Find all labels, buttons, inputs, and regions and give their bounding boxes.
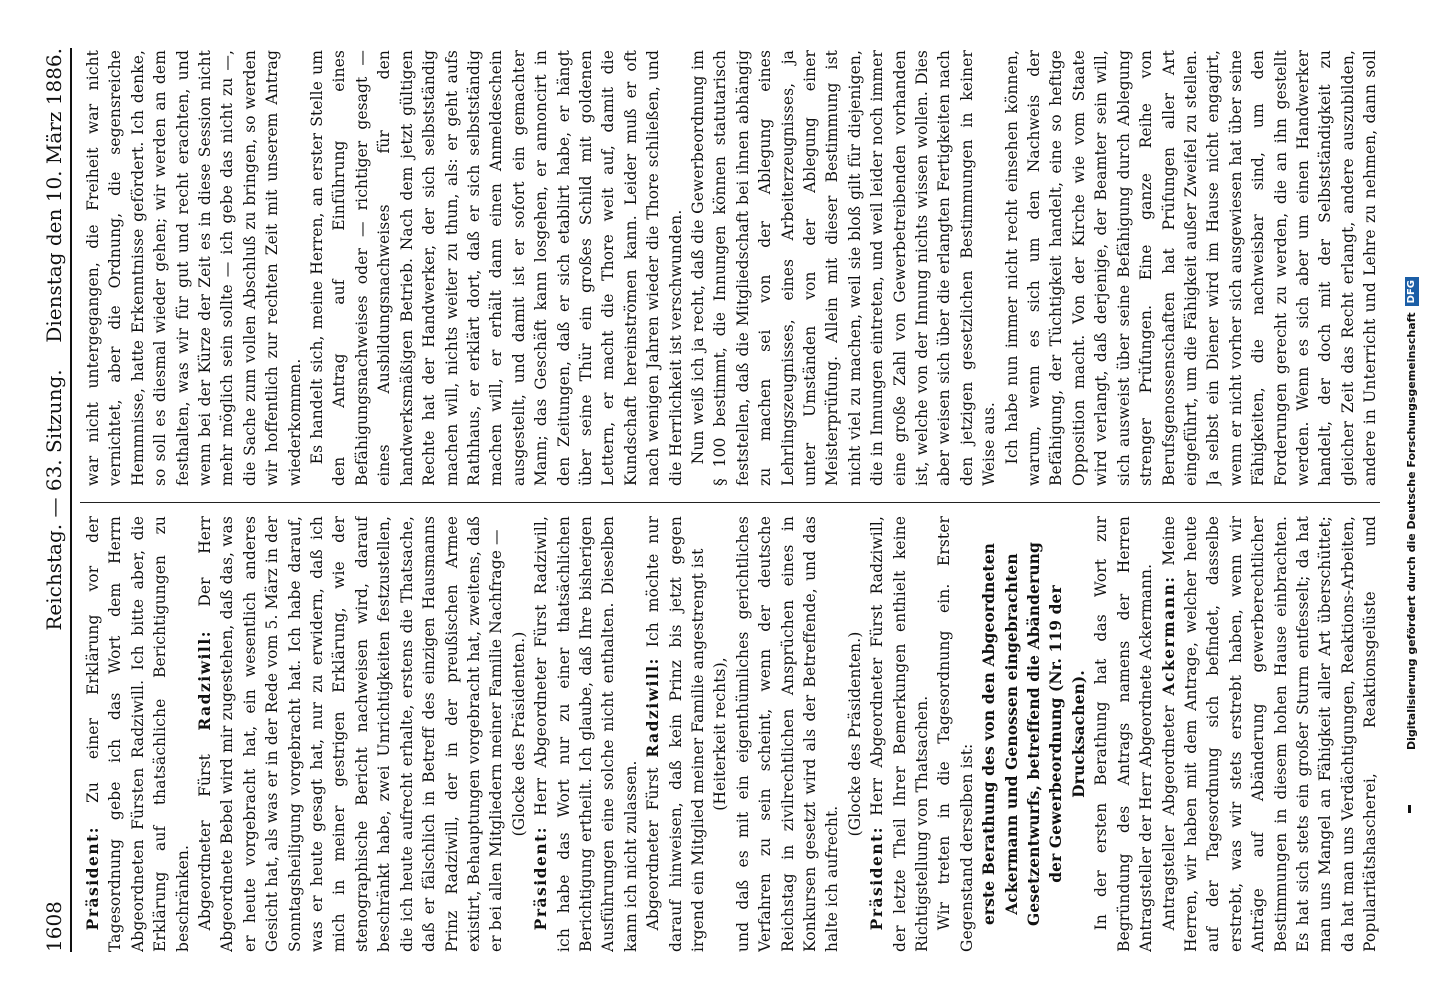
paragraph <box>530 516 642 952</box>
left-column <box>82 516 1382 952</box>
speaker-name: Ackermann: <box>1158 575 1178 696</box>
speech-text: Der Herr Abgeordnete Bebel wird mir zugestehen, daß das, was er heute vorgebracht hat, ein wesentlich anderes Gesicht hat, als was er in der Rede vom 5. März in der Sonntagsheiligung vorgebracht hat. Ich habe darauf, was er heute gesagt hat, nur zu erwidern, daß ich mich in meiner gestrigen Erklärung, wie der stenographische Bericht nachweisen wird, darauf beschränkt habe, zwei Unrichtigkeiten festzustellen, die ich heute aufrecht erhalte, erstens die Thatsache, daß er fälschlich in Betreff des einzigen Hausmanns Prinz Radziwill, der in der preußischen Armee existirt, Behauptungen vorgebracht hat, zweitens, daß er bei allen Mitgliedern meiner Familie Nachfrage — <box>196 516 506 952</box>
paragraph: Wir treten in die Tagesordnung ein. Erster Gegenstand derselben ist: <box>935 516 976 952</box>
speaker-title: Abgeordneter Fürst <box>196 730 215 931</box>
digitization-credit <box>1400 0 1424 1000</box>
paragraph <box>1158 516 1383 952</box>
speaker-name: Präsident: <box>867 825 887 931</box>
speaker-name: Radziwill: <box>195 630 215 731</box>
paragraph: Ich habe nun immer nicht recht einsehen können, warum, wenn es sich um den Nachweis der Befähigung, der Tüchtigkeit handelt, eine so heftige Opposition macht. Von der Kirche wie vom Staate wird verlangt, daß derjenige, der Beamter sein will, sich ausweist über seine Befähigung durch Ablegung strenger Prüfungen. Eine ganze Reihe von Berufsgenossenschaften hat Prüfungen aller Art eingeführt, um die Fähigkeit außer Zweifel zu stellen. Ja selbst ein Diener wird im Hause nicht engagirt, wenn er nicht vorher sich ausgewiesen hat über seine Fähigkeiten, die nachweisbar sind, um den Forderungen gerecht zu werden, die an ihn gestellt werden. Wenn es sich aber um einen Handwerker handelt, der doch mit der Selbstständigkeit zu gleicher Zeit das Recht erlangt, andere auszubilden, andere in Unterricht und Lehre zu nehmen, dann soll <box>1002 50 1380 486</box>
speaker-title: Antragsteller Abgeordneter <box>1159 695 1178 931</box>
column-divider <box>80 502 1380 503</box>
paragraph: und daß es mit ein eigenthümliches gerichtliches Verfahren zu sein scheint, wenn der deutsche Reichstag in zivilrechtlichen Ansprüchen eines in Konkursen gesetzt wird als der Betreffende, und das halte ich aufrecht. <box>733 516 842 952</box>
agenda-item: erste Berathung des von den Abgeordneten Ackermann und Genossen eingebrachten Gesetzentwurfs, betreffend die Abänderung der Gewerbeordnung (Nr. 119 der Drucksachen). <box>979 542 1088 926</box>
right-column <box>82 50 1382 486</box>
newspaper-sheet <box>24 48 1404 952</box>
page-date: Dienstag den 10. März 1886. <box>42 48 66 343</box>
paragraph: Es handelt sich, meine Herren, an erster Stelle um den Antrag auf Einführung eines Befähigungsnachweises oder — richtiger gesagt — eines Ausbildungsnachweises für den handwerksmäßigen Betrieb. Nach dem jetzt gültigen Rechte hat der Handwerker, der sich selbstständig machen will, nichts weiter zu thun, als: er geht aufs Rathhaus, er erklärt dort, daß er sich selbstständig machen will, er erhält dann einen Anmeldeschein ausgestellt, und damit ist er sofort ein gemachter Mann; das Geschäft kann losgehen, er annoncirt in den Zeitungen, daß er sich etablirt habe, er hängt über seine Thür ein großes Schild mit goldenen Lettern, er macht die Thore weit auf, damit die Kundschaft hereinströmen kann. Leider muß er oft nach wenigen Jahren wieder die Thore schließen, und die Herrlichkeit ist verschwunden. <box>308 50 685 486</box>
speech-text: Herr Abgeordneter Fürst Radziwill, ich habe das Wort nur zu einer thatsächlichen Berichtigung ertheilt. Ich glaube, daß Ihre bisherigen Ausführungen eine solche nicht enthalten. Dieselben kann ich nicht zulassen. <box>532 516 640 952</box>
speech-text: Meine Herren, wir haben mit dem Antrage, welcher heute auf der Tagesordnung sich befindet, dasselbe erstrebt, was wir stets erstrebt haben, wenn wir Anträge auf Abänderung gewerberechtlicher Bestimmungen in diesem hohen Hause einbrachten. Es hat sich stets ein großer Sturm entfesselt; da hat man uns Mangel an Fähigkeit aller Art überschüttet; da hat man uns Verdächtigungen, Reaktions-Arbeiten, Popularitätshascherei, Reaktionsgelüste und <box>1159 516 1380 952</box>
speech-text: Zu einer Erklärung vor der Tagesordnung gebe ich das Wort dem Herrn Abgeordneten Fürsten Radziwill. Ich bitte aber, die Erklärung auf thatsächliche Berichtigungen zu beschränken. <box>84 516 192 952</box>
dfg-logo: DFG <box>1405 277 1419 306</box>
speaker-name: Präsident: <box>83 825 102 931</box>
stage-direction: (Glocke des Präsidenten.) <box>845 631 864 837</box>
speaker-title: Abgeordneter Fürst <box>644 757 663 931</box>
credit-text: Digitalisierung gefördert durch die Deutsche Forschungsgemeinschaft <box>1405 312 1418 750</box>
paragraph <box>82 516 194 952</box>
page-title: Reichstag. — 63. Sitzung. <box>42 369 66 631</box>
speech-text: Herr Abgeordneter Fürst Radziwill, der letzte Theil Ihrer Bemerkungen enthielt keine Richtigstellung von Thatsachen. <box>868 516 932 952</box>
speech-text: Ich möchte nur darauf hinweisen, daß kein Prinz bis jetzt gegen irgend ein Mitglied meiner Familie angestrengt ist <box>644 516 707 952</box>
paragraph: Nun weiß ich ja recht, daß die Gewerbeordnung im § 100 bestimmt, die Innungen können statutarisch feststellen, daß die Mitgliedschaft bei ihnen abhängig zu machen sei von der Ablegung eines Lehrlingszeugnisses, eines Arbeiterzeugnisses, ja unter Umständen von der Ablegung einer Meisterprüfung. Allein mit dieser Bestimmung ist nicht viel zu machen, weil sie bloß gilt für diejenigen, die in Innungen eintreten, und weil leider noch immer eine große Zahl von Gewerbetreibenden vorhanden ist, welche von der Innung nichts wissen wollen. Dies aber weisen sich über die erlangten Fertigkeiten nach den jetzigen gesetzlichen Bestimmungen in keiner Weise aus. <box>688 50 999 486</box>
paragraph <box>642 516 709 952</box>
paragraph: war nicht untergegangen, die Freiheit war nicht vernichtet, aber die Ordnung, die segensreiche Hemmnisse, hatte Erkenntnisse gefördert. Ich denke, so soll es diesmal wieder gehen; wir werden an dem festhalten, was wir für gut und recht erachten, und wenn bei der Kürze der Zeit es in diese Session nicht mehr möglich sein sollte — ich gebe das nicht zu —, die Sache zum vollen Abschluß zu bringen, so werden wir hoffentlich zur rechten Zeit mit unserem Antrag wiederkommen. <box>84 50 304 486</box>
page-header <box>38 48 68 952</box>
speaker-name: Radziwill: <box>643 657 663 758</box>
paragraph <box>194 516 508 952</box>
stage-direction: (Glocke des Präsidenten.) <box>509 631 528 837</box>
paragraph <box>866 516 933 952</box>
speaker-name: Präsident: <box>531 825 551 931</box>
paragraph: In der ersten Berathung hat das Wort zur Begründung des Antrags namens der Herren Antragsteller der Herr Abgeordnete Ackermann. <box>1092 516 1156 952</box>
page-number: 1608 <box>42 901 66 952</box>
stage-direction: (Heiterkeit rechts), <box>711 657 730 811</box>
header-rule <box>70 48 72 952</box>
